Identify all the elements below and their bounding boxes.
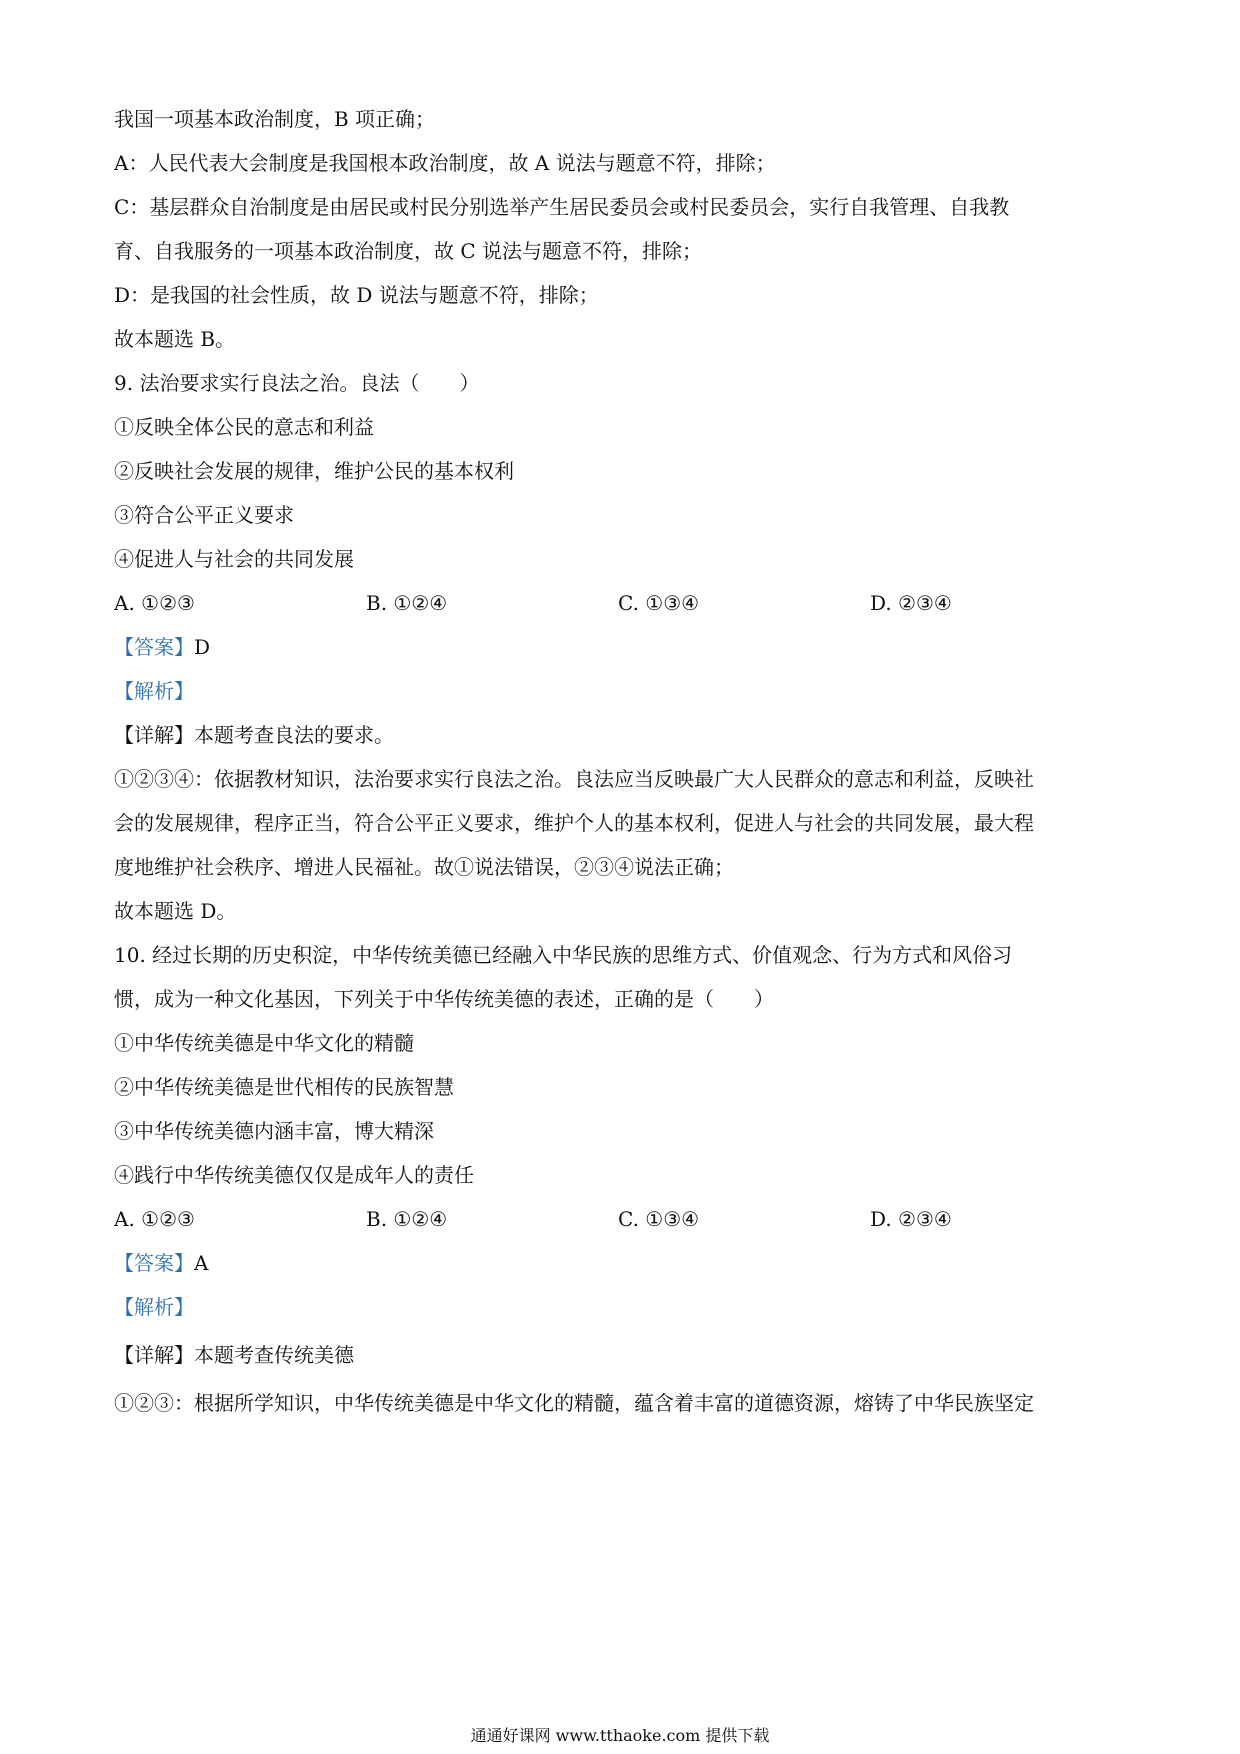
analysis-tag: 【解析】 (114, 679, 194, 703)
q10-answer (114, 1250, 1134, 1276)
q10-option-d: D. ②③④ (870, 1207, 952, 1231)
q10-explanation-1: ①②③：根据所学知识，中华传统美德是中华文化的精髓，蕴含着丰富的道德资源，熔铸了中华民族坚定 (114, 1391, 1034, 1415)
q9-item-2: ②反映社会发展的规律，维护公民的基本权利 (114, 459, 514, 483)
q9-detail (114, 722, 1134, 748)
answer-value: A (194, 1251, 209, 1275)
q10-option-a: A. ①②③ (114, 1207, 195, 1231)
q9-option-a: A. ①②③ (114, 591, 195, 615)
q10-item-2: ②中华传统美德是世代相传的民族智慧 (114, 1075, 454, 1099)
q8-line-5: D：是我国的社会性质，故 D 说法与题意不符，排除； (114, 283, 599, 307)
answer-tag: 【答案】 (114, 1251, 194, 1275)
q10-options (114, 1206, 1134, 1232)
q9-explanation-1: ①②③④：依据教材知识，法治要求实行良法之治。良法应当反映最广大人民群众的意志和利益，反映社 (114, 767, 1034, 791)
q8-line-2: A：人民代表大会制度是我国根本政治制度，故 A 说法与题意不符，排除； (114, 151, 776, 175)
q10-option-b: B. ①②④ (366, 1207, 448, 1231)
q10-stem-1: 10. 经过长期的历史积淀，中华传统美德已经融入中华民族的思维方式、价值观念、行为方式和风俗习 (114, 943, 1013, 967)
q9-analysis (114, 678, 1134, 704)
q8-line-4: 育、自我服务的一项基本政治制度，故 C 说法与题意不符，排除； (114, 239, 703, 263)
detail-title: 本题考查传统美德 (194, 1343, 354, 1367)
q10-analysis (114, 1294, 1134, 1320)
q9-explanation-2: 会的发展规律，程序正当，符合公平正义要求，维护个人的基本权利，促进人与社会的共同发展，最大程 (114, 811, 1034, 835)
q8-line-1: 我国一项基本政治制度，B 项正确； (114, 107, 436, 131)
detail-title: 本题考查良法的要求。 (194, 723, 394, 747)
q9-explanation-3: 度地维护社会秩序、增进人民福祉。故①说法错误，②③④说法正确； (114, 855, 734, 879)
q9-stem: 9. 法治要求实行良法之治。良法（ ） (114, 371, 480, 395)
answer-tag: 【答案】 (114, 635, 194, 659)
q9-item-4: ④促进人与社会的共同发展 (114, 547, 354, 571)
analysis-tag: 【解析】 (114, 1295, 194, 1319)
q10-stem-2: 惯，成为一种文化基因，下列关于中华传统美德的表述，正确的是（ ） (114, 987, 774, 1011)
q9-conclusion: 故本题选 D。 (114, 899, 237, 923)
q10-item-4: ④践行中华传统美德仅仅是成年人的责任 (114, 1163, 474, 1187)
q10-item-3: ③中华传统美德内涵丰富，博大精深 (114, 1119, 434, 1143)
q9-answer (114, 634, 1134, 660)
q9-option-c: C. ①③④ (618, 591, 700, 615)
footer-source: 通通好课网 www.tthaoke.com 提供下载 (470, 1726, 770, 1745)
detail-tag: 【详解】 (114, 723, 194, 747)
q9-options (114, 590, 1134, 616)
answer-value: D (194, 635, 211, 659)
q10-item-1: ①中华传统美德是中华文化的精髓 (114, 1031, 414, 1055)
q10-option-c: C. ①③④ (618, 1207, 700, 1231)
q9-option-d: D. ②③④ (870, 591, 952, 615)
q9-option-b: B. ①②④ (366, 591, 448, 615)
q8-conclusion: 故本题选 B。 (114, 327, 236, 351)
q9-item-3: ③符合公平正义要求 (114, 503, 294, 527)
detail-tag: 【详解】 (114, 1343, 194, 1367)
q10-detail (114, 1342, 1134, 1368)
q9-item-1: ①反映全体公民的意志和利益 (114, 415, 374, 439)
q8-line-3: C：基层群众自治制度是由居民或村民分别选举产生居民委员会或村民委员会，实行自我管理、自我教 (114, 195, 1010, 219)
